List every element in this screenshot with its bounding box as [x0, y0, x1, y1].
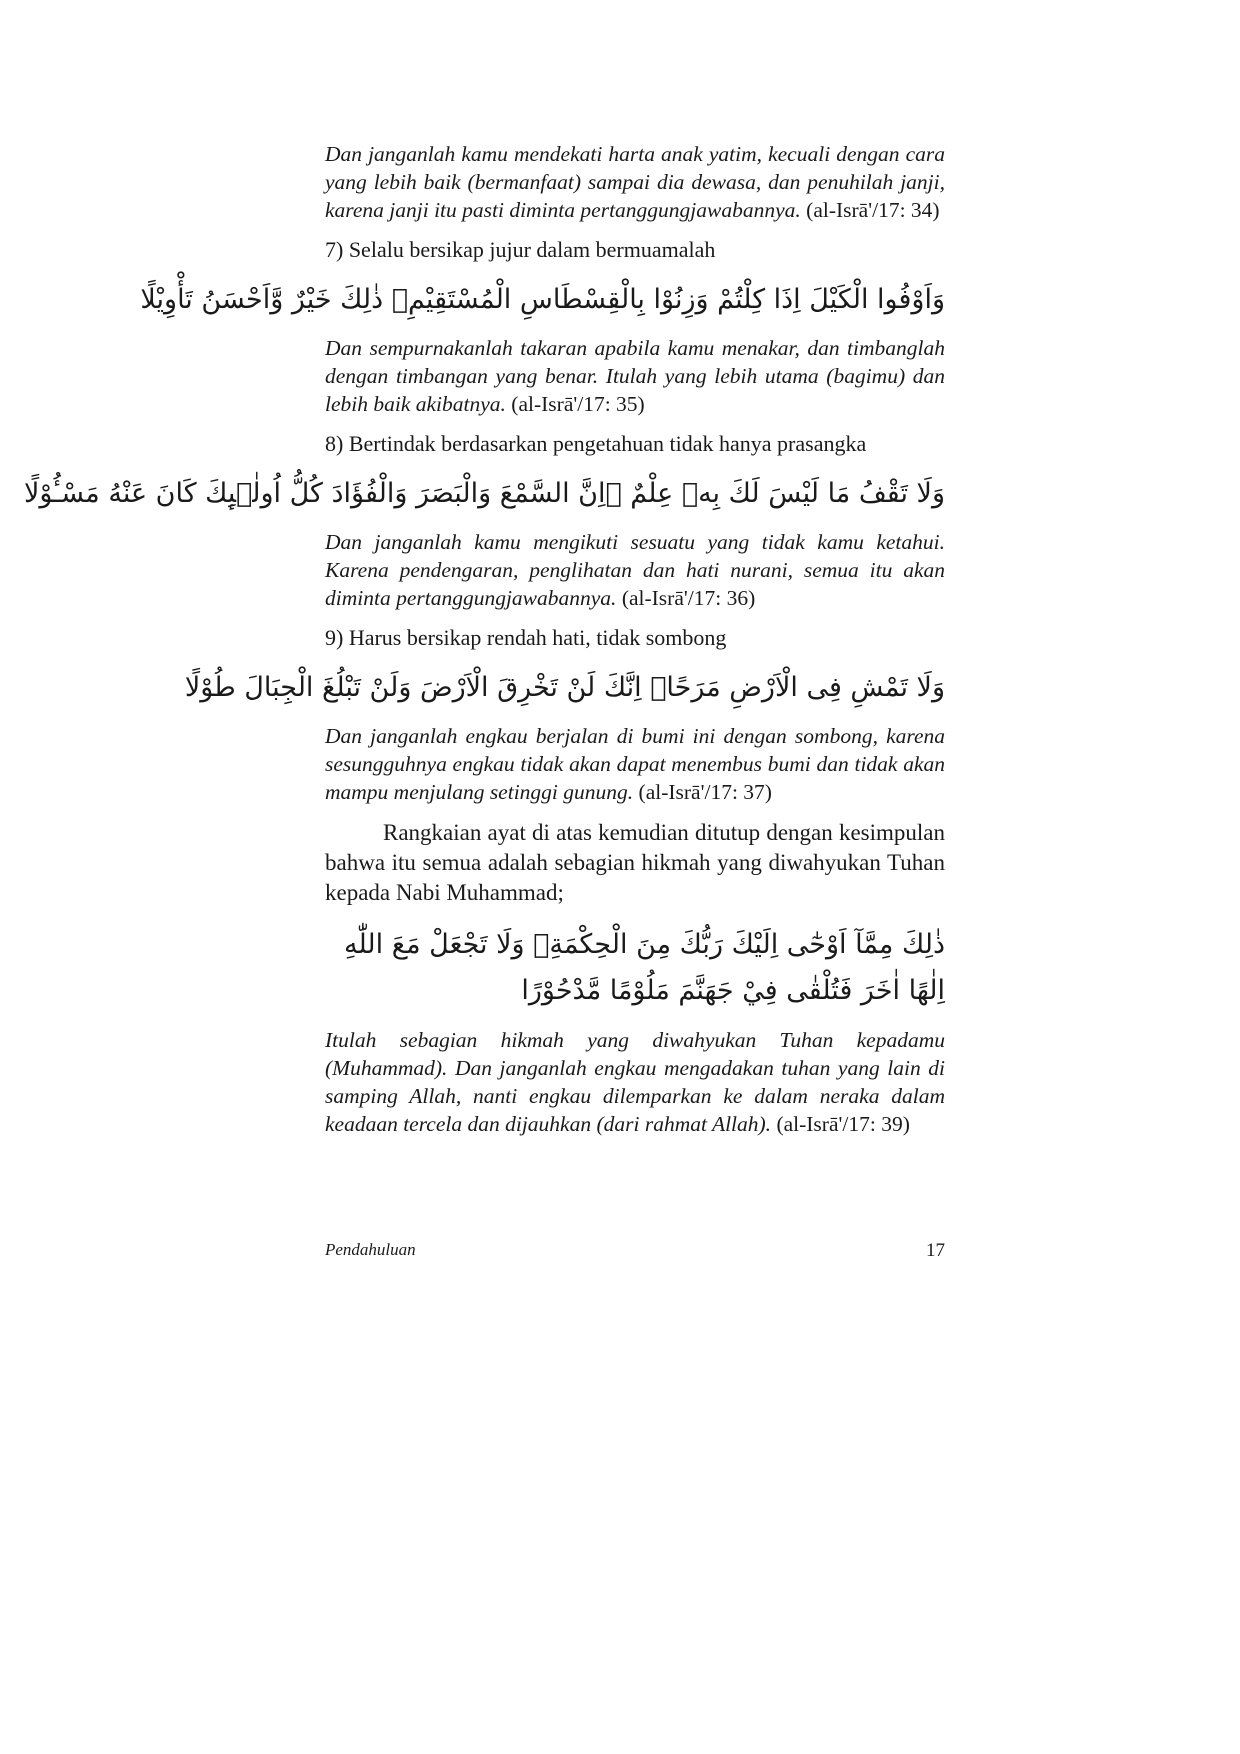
translation-text: Itulah sebagian hikmah yang diwahyukan Tuhan kepadamu (Muhammad). Dan janganlah engkau mengadakan tuhan yang lain di samping Allah, nanti engkau dilemparkan ke dalam neraka dalam keadaan tercela dan dijauhkan (dari rahmat Allah). [325, 1028, 945, 1136]
point-heading-8: 8) Bertindak berdasarkan pengetahuan tidak hanya prasangka [325, 431, 867, 456]
translation-39 [325, 1026, 945, 1138]
body-paragraph: Rangkaian ayat di atas kemudian ditutup dengan kesimpulan bahwa itu semua adalah sebagian hikmah yang diwahyukan Tuhan kepada Nabi Muhammad; [325, 820, 945, 905]
translation-text: Dan janganlah kamu mendekati harta anak yatim, kecuali dengan cara yang lebih baik (bermanfaat) sampai dia dewasa, dan penuhilah janji, karena janji itu pasti diminta pertanggungjawabannya. [325, 142, 945, 222]
translation-text: Dan janganlah kamu mengikuti sesuatu yang tidak kamu ketahui. Karena pendengaran, penglihatan dan hati nurani, semua itu akan diminta pertanggungjawabannya. [325, 530, 945, 610]
verse-reference: (al-Isrā'/17: 34) [806, 198, 940, 222]
verse-reference: (al-Isrā'/17: 39) [776, 1112, 910, 1136]
arabic-verse-35: وَاَوْفُوا الْكَيْلَ اِذَا كِلْتُمْ وَزِنُوْا بِالْقِسْطَاسِ الْمُسْتَقِيْمِۗ ذٰلِكَ خَيْرٌ وَّاَحْسَنُ تَأْوِيْلًا [140, 284, 945, 315]
verse-reference: (al-Isrā'/17: 35) [511, 392, 645, 416]
point-heading-7: 7) Selalu bersikap jujur dalam bermuamalah [325, 237, 716, 262]
verse-reference: (al-Isrā'/17: 36) [621, 586, 756, 610]
translation-36 [325, 528, 945, 612]
translation-35 [325, 334, 945, 418]
point-heading-9: 9) Harus bersikap rendah hati, tidak sombong [325, 625, 727, 650]
translation-37 [325, 722, 945, 806]
page-content [23, 140, 945, 1138]
arabic-verse-37: وَلَا تَمْشِ فِى الْاَرْضِ مَرَحًاۚ اِنَّكَ لَنْ تَخْرِقَ الْاَرْضَ وَلَنْ تَبْلُغَ الْجِبَالَ طُوْلًا [184, 672, 945, 703]
translation-34 [325, 140, 945, 224]
arabic-verse-36: وَلَا تَقْفُ مَا لَيْسَ لَكَ بِهٖ عِلْمٌ ۗاِنَّ السَّمْعَ وَالْبَصَرَ وَالْفُؤَادَ كُلُّ اُولٰۤىِٕكَ كَانَ عَنْهُ مَسْـُٔوْلًا [23, 478, 945, 509]
translation-text: Dan janganlah engkau berjalan di bumi ini dengan sombong, karena sesungguhnya engkau tidak akan dapat menembus bumi dan tidak akan mampu menjulang setinggi gunung. [325, 724, 945, 804]
translation-text: Dan sempurnakanlah takaran apabila kamu menakar, dan timbanglah dengan timbangan yang benar. Itulah yang lebih utama (bagimu) dan lebih baik akibatnya. [325, 336, 945, 416]
verse-reference: (al-Isrā'/17: 37) [638, 780, 772, 804]
page-footer [325, 1240, 945, 1270]
page-number: 17 [926, 1240, 945, 1261]
arabic-verse-39: ذٰلِكَ مِمَّآ اَوْحٰٓى اِلَيْكَ رَبُّكَ مِنَ الْحِكْمَةِۗ وَلَا تَجْعَلْ مَعَ اللّٰهِ اِلٰهًا اٰخَرَ فَتُلْقٰى فِيْ جَهَنَّمَ مَلُوْمًا مَّدْحُوْرًا [343, 929, 945, 1006]
footer-chapter-title: Pendahuluan [325, 1240, 416, 1259]
